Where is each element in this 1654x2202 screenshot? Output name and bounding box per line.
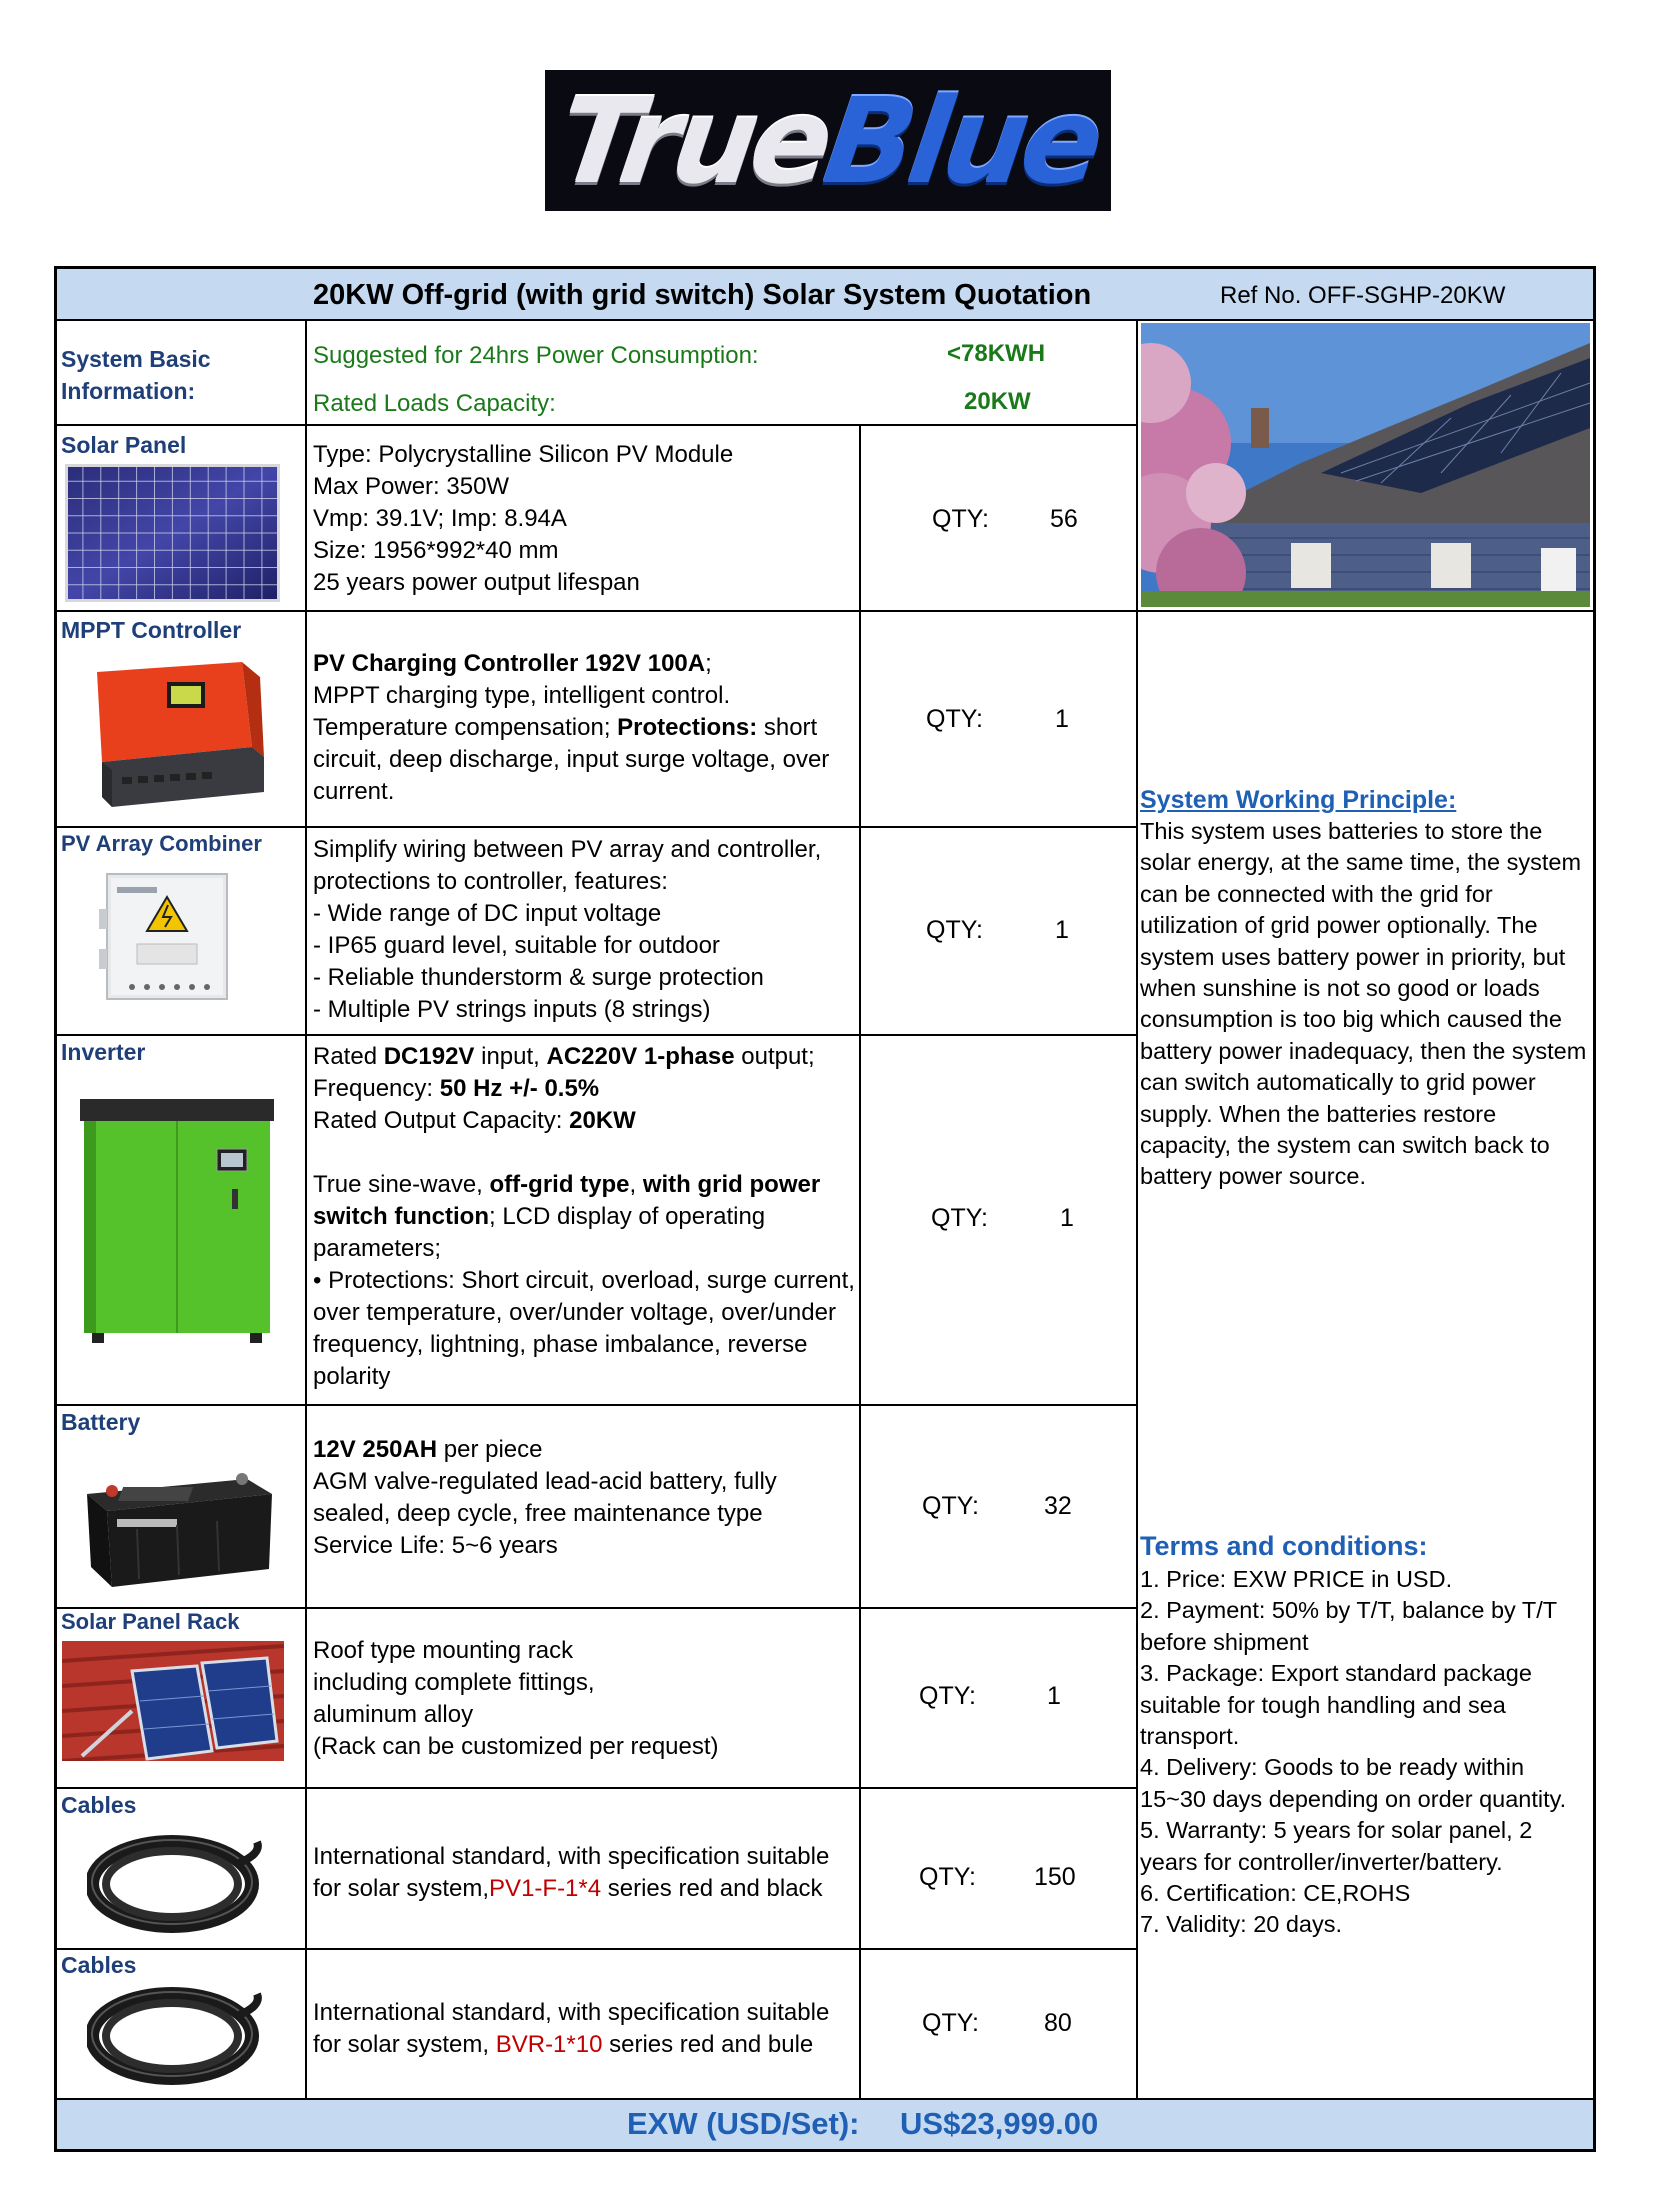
battery-label: Battery	[61, 1409, 141, 1435]
cable-model: BVR-1*10	[495, 2031, 603, 2058]
cable-model: PV1-F-1*4	[489, 1875, 602, 1902]
terms-item: 6. Certification: CE,ROHS	[1140, 1880, 1411, 1907]
terms-item: 2. Payment: 50% by T/T, balance by T/T before shipment	[1140, 1597, 1557, 1655]
cable-text: series red and black	[601, 1875, 823, 1902]
grid-line	[57, 424, 1138, 426]
mppt-controller-image	[72, 652, 267, 812]
qty-label: QTY:	[922, 1492, 979, 1520]
house-roof-photo	[1141, 323, 1590, 607]
grid-line	[859, 424, 861, 2100]
quotation-sheet	[54, 266, 1596, 2152]
reference-number: Ref No. OFF-SGHP-20KW	[1220, 282, 1506, 309]
qty-label: QTY:	[926, 916, 983, 944]
combiner-box-image	[87, 869, 247, 1009]
spec-line: aluminum alloy	[313, 1701, 474, 1728]
mppt-line: short circuit, deep discharge, input surge voltage, over current.	[313, 714, 830, 805]
inverter-specs	[313, 1041, 857, 1393]
mppt-line: Temperature compensation;	[313, 714, 618, 741]
inv-capacity: 20KW	[569, 1107, 636, 1134]
spec-line: Max Power: 350W	[313, 473, 510, 500]
solar-panel-image	[65, 464, 280, 602]
terms-item: 1. Price: EXW PRICE in USD.	[1140, 1566, 1453, 1592]
solar-panel-label: Solar Panel	[61, 432, 187, 458]
grid-line	[57, 319, 1593, 321]
inverter-qty: 1	[1060, 1204, 1074, 1232]
solar-panel-specs	[313, 439, 733, 599]
terms-item: 7. Validity: 20 days.	[1140, 1911, 1343, 1938]
inverter-line	[313, 1073, 857, 1105]
terms-item: 3. Package: Export standard package suitable for tough handling and sea transport.	[1140, 1660, 1532, 1750]
total-price: US$23,999.00	[900, 2106, 1099, 2141]
inv-ac-output: AC220V 1-phase	[546, 1043, 735, 1070]
cable-coil-image	[87, 1986, 262, 2086]
cables2-qty: 80	[1044, 2009, 1072, 2037]
battery-specs	[313, 1434, 857, 1562]
cables-label: Cables	[61, 1792, 137, 1818]
mppt-protections-label: Protections:	[617, 714, 758, 741]
combiner-label: PV Array Combiner	[61, 831, 262, 856]
consumption-value: <78KWH	[947, 340, 1046, 367]
capacity-label: Rated Loads Capacity:	[313, 390, 556, 417]
combiner-specs	[313, 834, 821, 1026]
battery-rating: 12V 250AH	[313, 1436, 438, 1463]
qty-label: QTY:	[922, 2009, 979, 2037]
grid-line	[1136, 319, 1138, 2100]
spec-line: - Multiple PV strings inputs (8 strings)	[313, 996, 711, 1023]
combiner-qty: 1	[1055, 916, 1069, 944]
terms-item: 4. Delivery: Goods to be ready within 15~30 days depending on order quantity.	[1140, 1754, 1567, 1812]
trueblue-logo	[545, 70, 1111, 211]
spacer	[313, 1137, 857, 1169]
terms-item: 5. Warranty: 5 years for solar panel, 2 years for controller/inverter/battery.	[1140, 1817, 1533, 1875]
rack-qty: 1	[1047, 1682, 1061, 1710]
inverter-line	[313, 1041, 857, 1073]
grid-line	[57, 2098, 1593, 2100]
grid-line	[57, 1404, 1138, 1406]
spec-line: Vmp: 39.1V; Imp: 8.94A	[313, 505, 567, 532]
spec-line: protections to controller, features:	[313, 868, 668, 895]
principle-heading: System Working Principle:	[1140, 786, 1457, 814]
inv-text: Rated	[313, 1043, 384, 1070]
spec-line: 25 years power output lifespan	[313, 569, 640, 596]
spec-line: including complete fittings,	[313, 1669, 595, 1696]
cable-coil-image	[87, 1834, 262, 1934]
solar-panel-qty: 56	[1050, 505, 1078, 533]
spec-line: - IP65 guard level, suitable for outdoor	[313, 932, 720, 959]
consumption-label: Suggested for 24hrs Power Consumption:	[313, 342, 759, 369]
spec-line: Simplify wiring between PV array and controller,	[313, 836, 822, 863]
cables1-qty: 150	[1034, 1863, 1076, 1891]
cables-label: Cables	[61, 1952, 137, 1978]
page-title: 20KW Off-grid (with grid switch) Solar System Quotation	[313, 279, 1092, 311]
inv-text: Frequency:	[313, 1075, 440, 1102]
grid-line	[57, 1948, 1138, 1950]
spec-line: Size: 1956*992*40 mm	[313, 537, 559, 564]
qty-label: QTY:	[932, 505, 989, 533]
mppt-line: MPPT charging type, intelligent control.	[313, 682, 731, 709]
rack-image	[62, 1641, 284, 1761]
inv-text: Rated Output Capacity:	[313, 1107, 570, 1134]
rack-specs	[313, 1635, 719, 1763]
qty-label: QTY:	[926, 705, 983, 733]
inverter-label: Inverter	[61, 1039, 146, 1065]
inv-text: input,	[474, 1043, 547, 1070]
battery-qty: 32	[1044, 1492, 1072, 1520]
grid-line	[57, 1787, 1138, 1789]
mppt-model: PV Charging Controller 192V 100A	[313, 650, 706, 677]
inverter-line	[313, 1169, 857, 1265]
cable-text: International standard, with specification suitable for solar system,	[313, 1999, 830, 2058]
logo-text-blue: Blue	[815, 71, 1106, 210]
cables2-specs	[313, 1997, 857, 2061]
grid-line	[305, 319, 307, 2100]
spec-line: - Wide range of DC input voltage	[313, 900, 662, 927]
mppt-sep: ;	[705, 650, 712, 677]
grid-line	[57, 610, 1593, 612]
logo-text-true: True	[550, 71, 836, 210]
inv-frequency: 50 Hz +/- 0.5%	[439, 1075, 600, 1102]
spec-line: Roof type mounting rack	[313, 1637, 574, 1664]
battery-text: per piece	[437, 1436, 543, 1463]
inv-text: True sine-wave,	[313, 1171, 490, 1198]
system-basic-label: System Basic Information:	[61, 346, 211, 404]
terms-list	[1140, 1564, 1590, 1941]
inv-text: ,	[629, 1171, 643, 1198]
inv-text: ; LCD display of operating parameters;	[313, 1203, 766, 1262]
mppt-specs	[313, 648, 857, 808]
cable-text: series red and bule	[602, 2031, 814, 2058]
inverter-image	[72, 1099, 282, 1344]
grid-line	[57, 1034, 1138, 1036]
mppt-label: MPPT Controller	[61, 617, 242, 643]
mppt-qty: 1	[1055, 705, 1069, 733]
spec-line: Type: Polycrystalline Silicon PV Module	[313, 441, 734, 468]
inverter-line	[313, 1105, 857, 1137]
battery-image	[77, 1449, 277, 1589]
total-label: EXW (USD/Set):	[627, 2106, 860, 2141]
inv-grid-switch: with grid power switch function	[313, 1171, 821, 1230]
principle-body: This system uses batteries to store the solar energy, at the same time, the system can be connected with the grid for utilization of grid power optionally. The system uses battery power in priority, but when sunshine is not so good or loads consumption is too big which caused the battery power inadequacy, then the system can switch automatically to grid power supply. When the batteries restore capacity, the system can switch back to battery power source.	[1140, 818, 1587, 1190]
rack-label: Solar Panel Rack	[61, 1609, 240, 1634]
qty-label: QTY:	[919, 1682, 976, 1710]
battery-line	[313, 1434, 857, 1466]
spec-line: - Reliable thunderstorm & surge protection	[313, 964, 764, 991]
qty-label: QTY:	[931, 1204, 988, 1232]
terms-heading: Terms and conditions:	[1140, 1531, 1428, 1561]
cables1-specs	[313, 1841, 857, 1905]
spec-line: (Rack can be customized per request)	[313, 1733, 719, 1760]
battery-line: Service Life: 5~6 years	[313, 1532, 558, 1559]
qty-label: QTY:	[919, 1863, 976, 1891]
capacity-value: 20KW	[964, 388, 1031, 415]
inv-text: output;	[734, 1043, 815, 1070]
battery-line: AGM valve-regulated lead-acid battery, fully sealed, deep cycle, free maintenance type	[313, 1468, 777, 1527]
inverter-line: • Protections: Short circuit, overload, surge current, over temperature, over/under voltage, over/under frequency, lightning, phase imbalance, reverse polarity	[313, 1267, 855, 1390]
grid-line	[57, 826, 1138, 828]
inv-offgrid: off-grid type	[489, 1171, 630, 1198]
inv-dc-input: DC192V	[383, 1043, 475, 1070]
cable-text: International standard, with specification suitable for solar system,	[313, 1843, 830, 1902]
